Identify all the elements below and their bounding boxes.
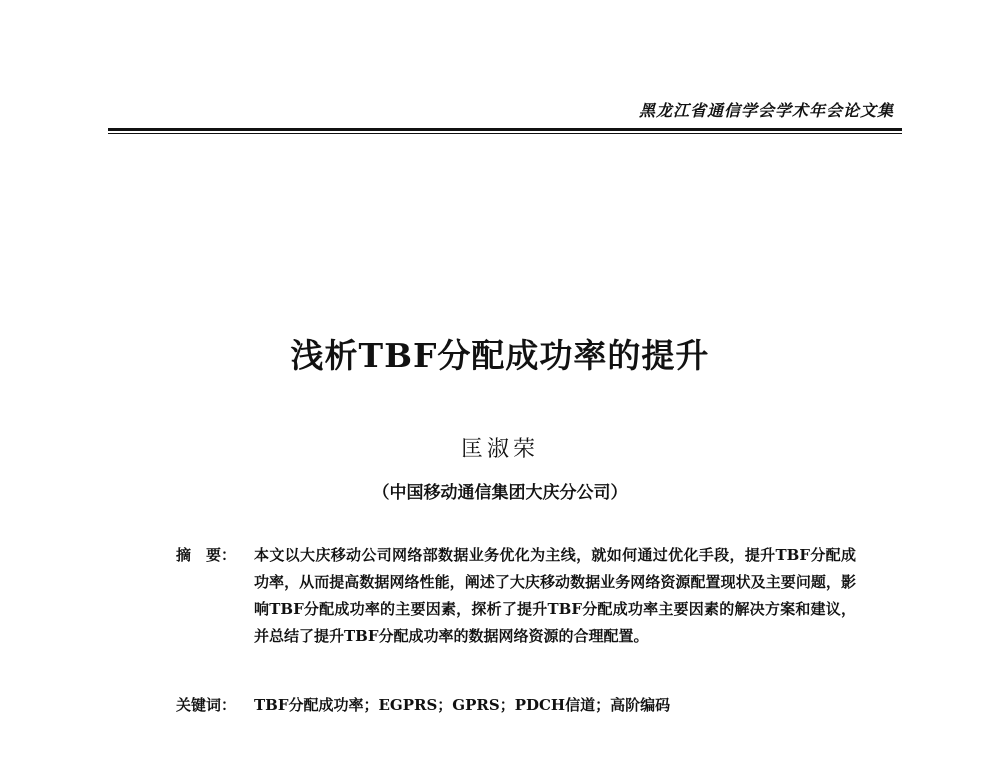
journal-title: 黑龙江省通信学会学术年会论文集 <box>638 101 894 120</box>
author-name: 匡淑荣 <box>460 437 539 462</box>
paper-title: 浅析TBF分配成功率的提升 <box>290 336 710 375</box>
header-rule-thin <box>108 133 902 134</box>
keywords-label: 关键词： <box>176 696 237 714</box>
header-rule-thick <box>108 128 902 131</box>
abstract-text: 本文以大庆移动公司网络部数据业务优化为主线，就如何通过优化手段，提升TBF分配成功率，从而提高数据网络性能，阐述了大庆移动数据业务网络资源配置现状及主要问题，影响TBF分配成功率的主要因素，探析了提升TBF分配成功率主要因素的解决方案和建议，并总结了提升TBF分配成功率的数据网络资源的合理配置。 <box>254 546 856 645</box>
keywords-text: TBF分配成功率；EGPRS；GPRS；PDCH信道；高阶编码 <box>254 696 671 714</box>
author-affiliation: （中国移动通信集团大庆分公司） <box>372 483 628 503</box>
abstract-label: 摘 要： <box>176 546 237 564</box>
abstract-section <box>176 542 856 650</box>
keywords-section <box>176 692 856 719</box>
